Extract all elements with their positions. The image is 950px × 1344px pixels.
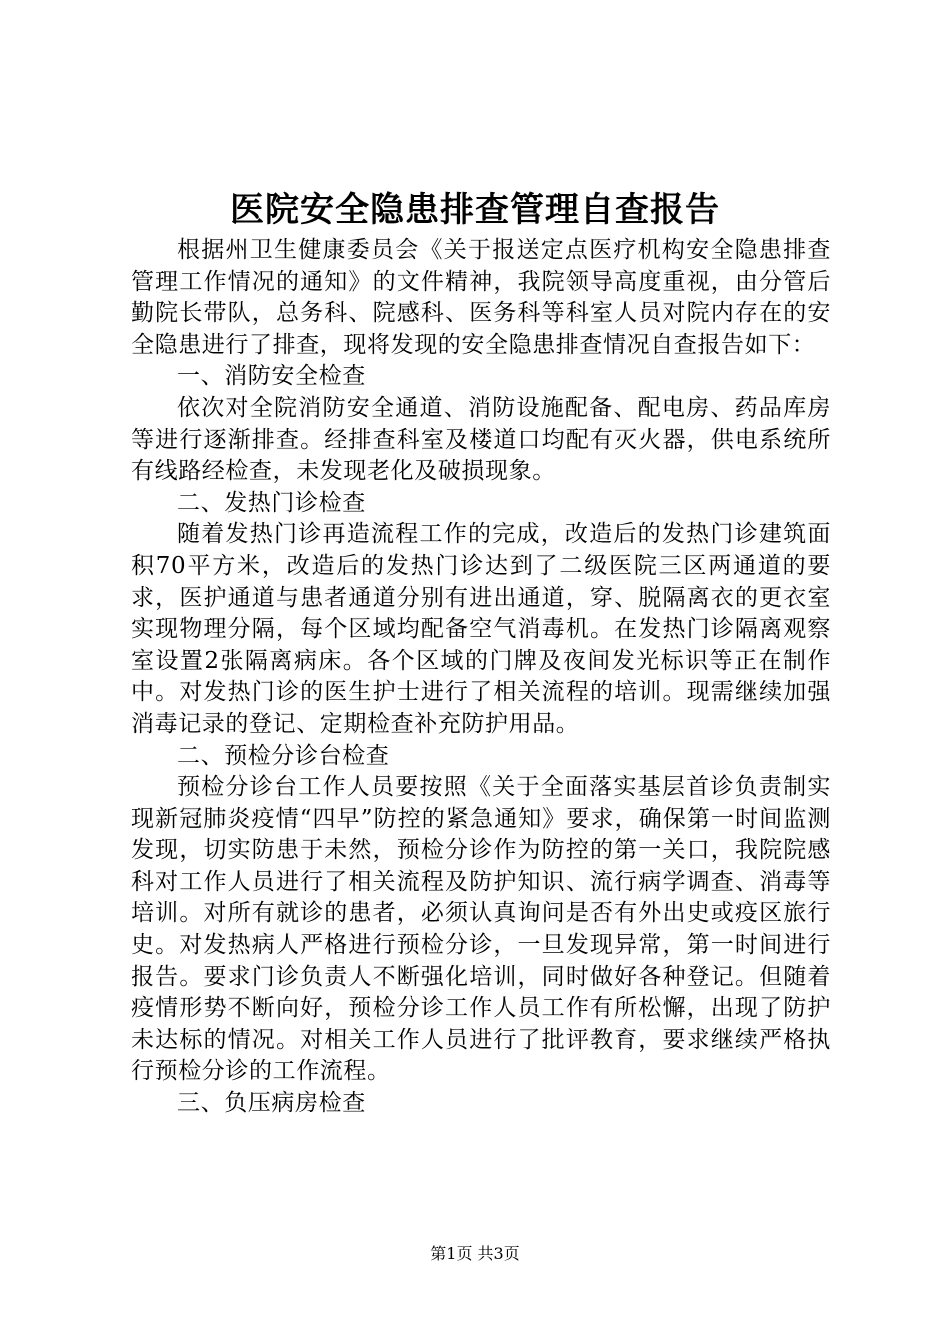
document-body xyxy=(131,235,831,1120)
section-heading-triage-desk: 二、预检分诊台检查 xyxy=(177,742,390,769)
section-heading-fire-safety: 一、消防安全检查 xyxy=(177,363,366,390)
intro-paragraph: 根据州卫生健康委员会《关于报送定点医疗机构安全隐患排查管理工作情况的通知》的文件精神，我院领导高度重视，由分管后勤院长带队，总务科、院感科、医务科等科室人员对院内存在的安全隐患进行了排查，现将发现的安全隐患排查情况自查报告如下： xyxy=(131,237,831,358)
document-title: 医院安全隐患排查管理自查报告 xyxy=(230,190,720,230)
page-footer: 第1页 共3页 xyxy=(430,1244,520,1263)
triage-desk-paragraph: 预检分诊台工作人员要按照《关于全面落实基层首诊负责制实现新冠肺炎疫情“四早”防控的紧急通知》要求，确保第一时间监测发现，切实防患于未然，预检分诊作为防控的第一关口，我院院感科对工作人员进行了相关流程及防护知识、流行病学调查、消毒等培训。对所有就诊的患者，必须认真询问是否有外出史或疫区旅行史。对发热病人严格进行预检分诊，一旦发现异常，第一时间进行报告。要求门诊负责人不断强化培训，同时做好各种登记。但随着疫情形势不断向好，预检分诊工作人员工作有所松懈，出现了防护未达标的情况。对相关工作人员进行了批评教育，要求继续严格执行预检分诊的工作流程。 xyxy=(131,774,831,1085)
section-heading-fever-clinic: 二、发热门诊检查 xyxy=(177,489,366,516)
fire-safety-paragraph: 依次对全院消防安全通道、消防设施配备、配电房、药品库房等进行逐渐排查。经排查科室及楼道口均配有灭火器，供电系统所有线路经检查，未发现老化及破损现象。 xyxy=(131,394,831,485)
section-heading-negative-pressure-ward: 三、负压病房检查 xyxy=(177,1090,366,1117)
fever-clinic-paragraph: 随着发热门诊再造流程工作的完成，改造后的发热门诊建筑面积70平方米，改造后的发热门诊达到了二级医院三区两通道的要求，医护通道与患者通道分别有进出通道，穿、脱隔离衣的更衣室实现物理分隔，每个区域均配备空气消毒机。在发热门诊隔离观察室设置2张隔离病床。各个区域的门牌及夜间发光标识等正在制作中。对发热门诊的医生护士进行了相关流程的培训。现需继续加强消毒记录的登记、定期检查补充防护用品。 xyxy=(131,521,831,737)
